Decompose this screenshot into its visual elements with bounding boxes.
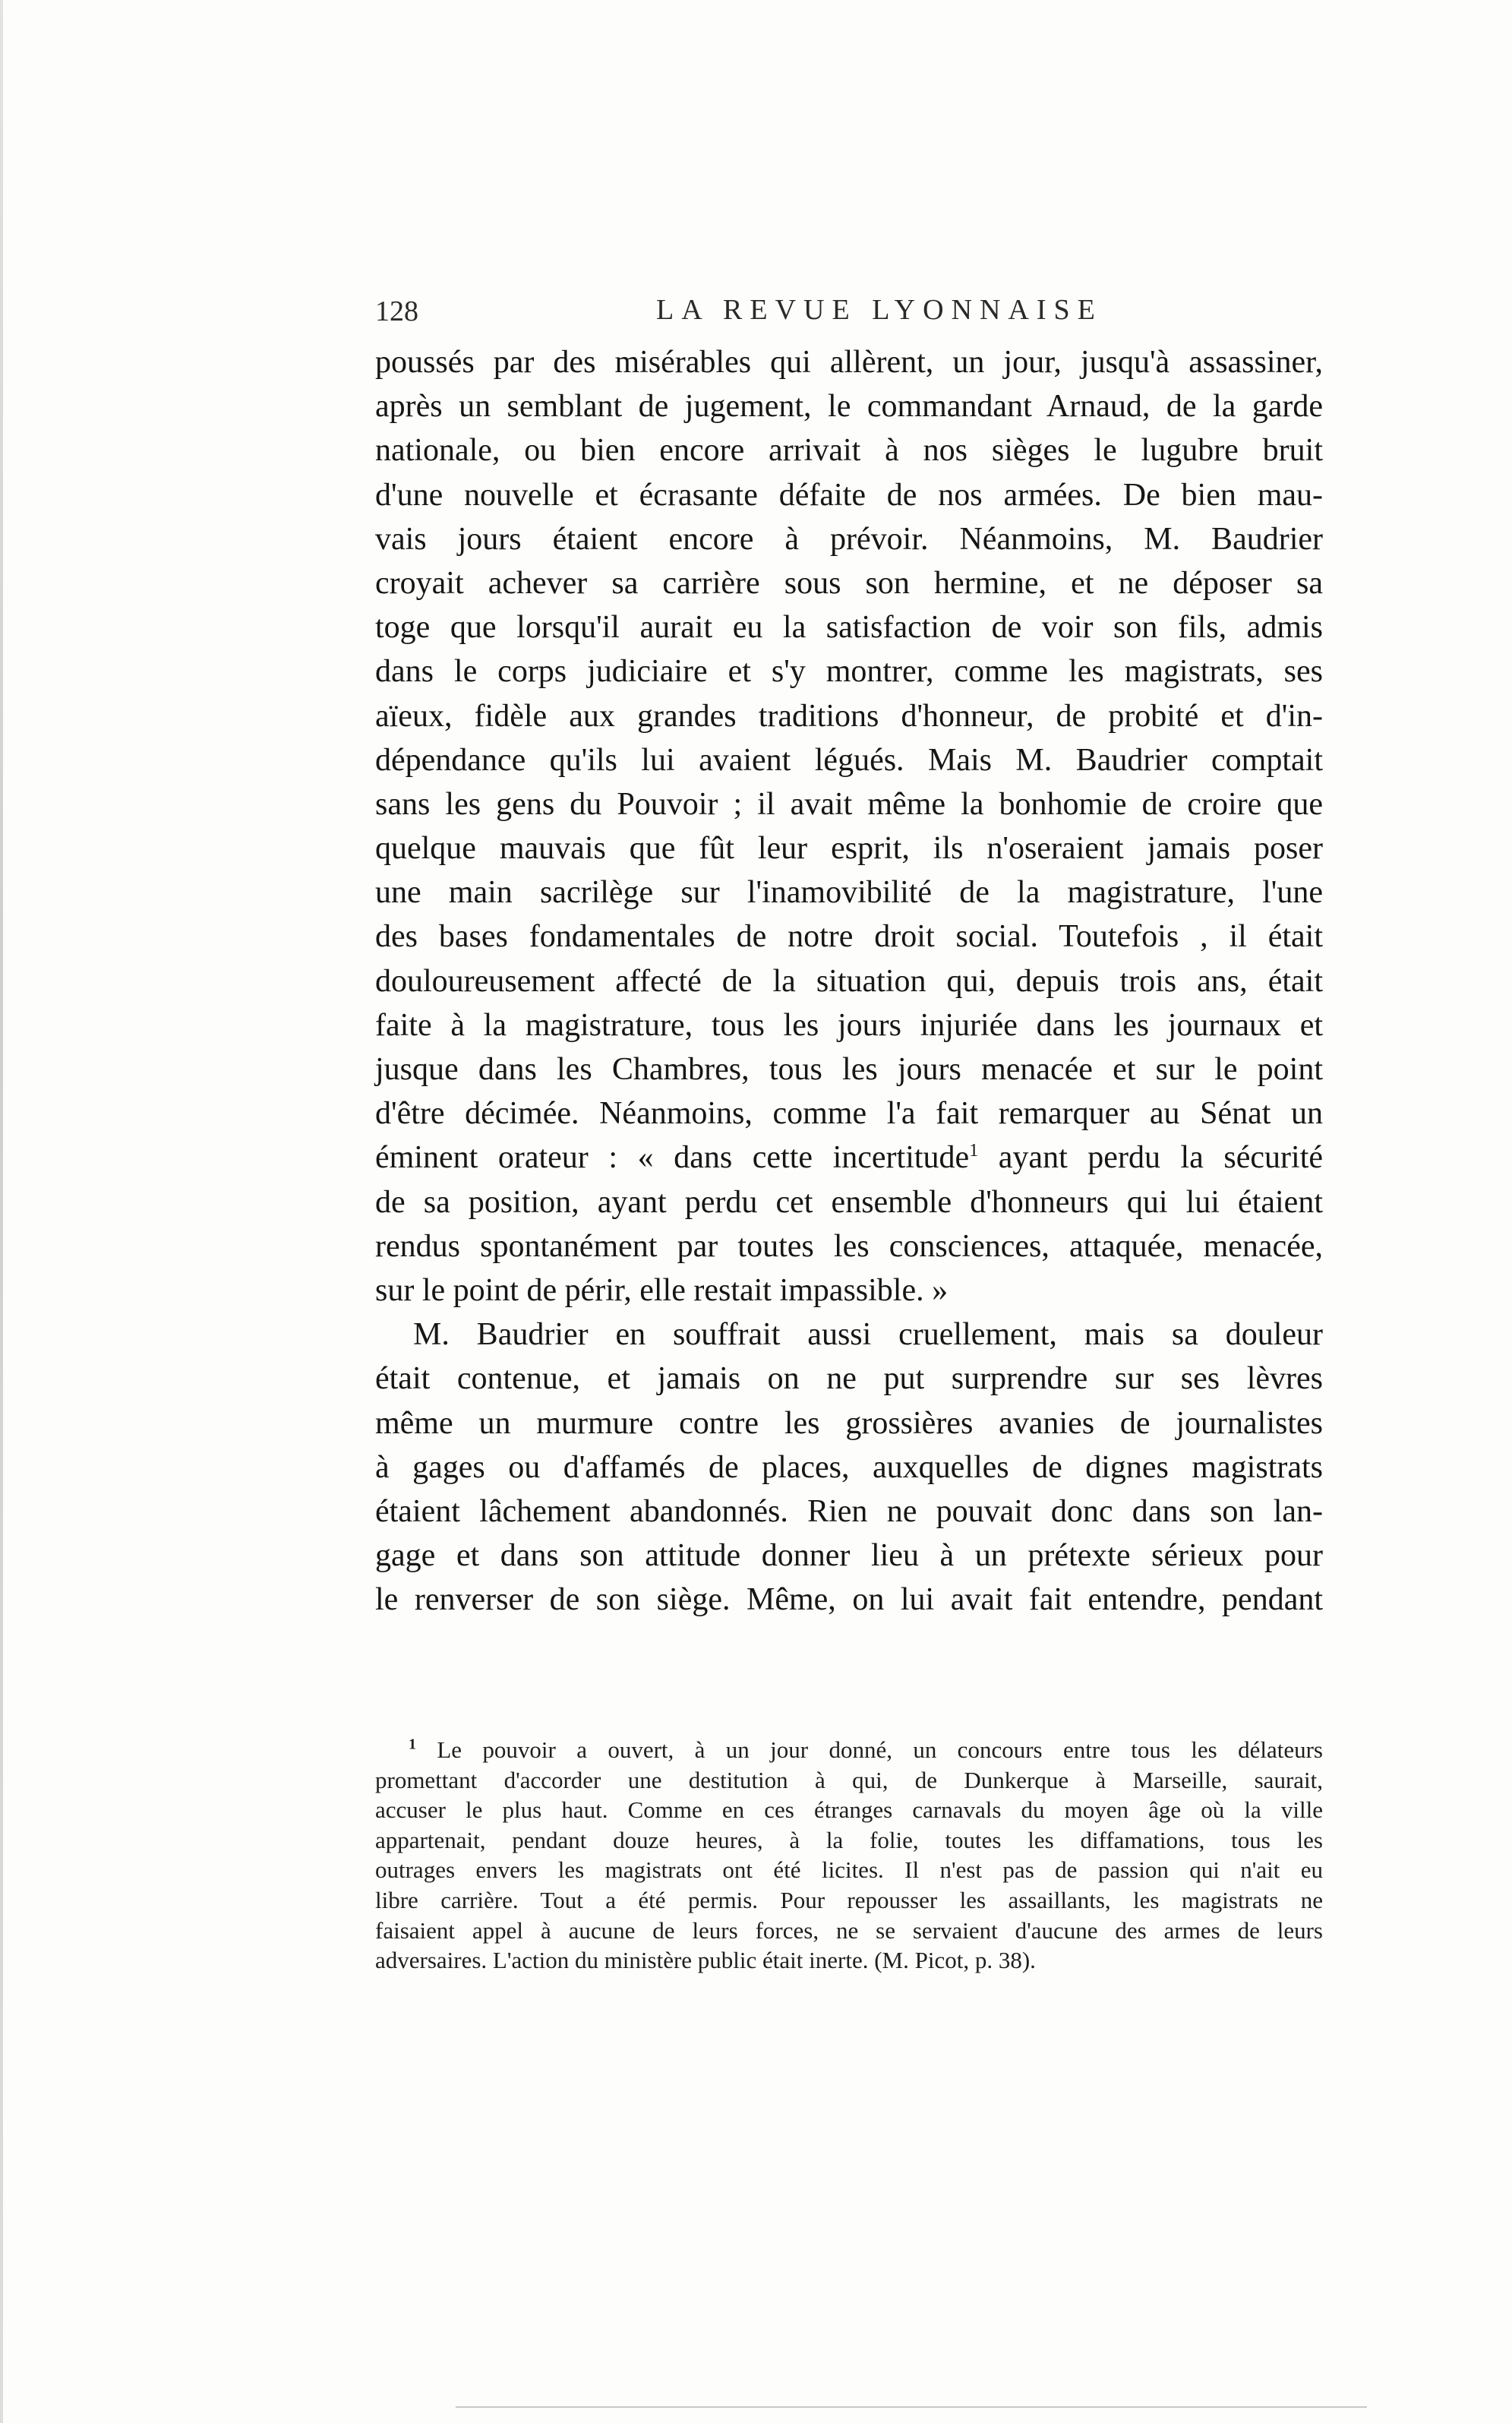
footnote-line: promettant d'accorder une destitution à qui, de Dunkerque à Marseille, saurait,: [375, 1766, 1323, 1793]
footnote-reference[interactable]: 1: [969, 1141, 979, 1161]
footnote-text: Le pouvoir a ouvert, à un jour donné, un concours entre tous les délateurs: [416, 1736, 1323, 1763]
text-segment: ayant perdu la sécurité: [978, 1140, 1323, 1176]
scan-bottom-edge: [456, 2406, 1367, 2408]
text-line: faite à la magistrature, tous les jours injuriée dans les journaux et: [375, 1007, 1323, 1043]
page-number: 128: [375, 295, 418, 327]
paragraph-first-line: M. Baudrier en souffrait aussi cruellement, mais sa douleur: [413, 1317, 1323, 1353]
footnote-line: faisaient appel à aucune de leurs forces, ne se servaient d'aucune des armes de leurs: [375, 1916, 1323, 1944]
text-line: aïeux, fidèle aux grandes traditions d'honneur, de probité et d'in-: [375, 698, 1323, 734]
text-line: après un semblant de jugement, le commandant Arnaud, de la garde: [375, 389, 1323, 425]
text-line: dans le corps judiciaire et s'y montrer, comme les magistrats, ses: [375, 654, 1323, 690]
text-line: était contenue, et jamais on ne put surprendre sur ses lèvres: [375, 1361, 1323, 1397]
text-line: d'une nouvelle et écrasante défaite de nos armées. De bien mau-: [375, 477, 1323, 513]
text-line: des bases fondamentales de notre droit social. Toutefois , il était: [375, 919, 1323, 955]
text-line: rendus spontanément par toutes les consciences, attaquée, menacée,: [375, 1228, 1323, 1264]
text-line: d'être décimée. Néanmoins, comme l'a fait remarquer au Sénat un: [375, 1096, 1323, 1132]
text-line: douloureusement affecté de la situation qui, depuis trois ans, était: [375, 963, 1323, 999]
text-line: gage et dans son attitude donner lieu à un prétexte sérieux pour: [375, 1538, 1323, 1574]
footnote-line: adversaires. L'action du ministère public était inerte. (M. Picot, p. 38).: [375, 1947, 1036, 1974]
footnote: [375, 1735, 1323, 1976]
text-line: croyait achever sa carrière sous son hermine, et ne déposer sa: [375, 565, 1323, 601]
page-edge-shadow: [0, 0, 3, 2423]
text-line: à gages ou d'affamés de places, auxquelles de dignes magistrats: [375, 1449, 1323, 1485]
text-line: quelque mauvais que fût leur esprit, ils n'oseraient jamais poser: [375, 831, 1323, 867]
page-header: [375, 287, 1324, 333]
text-line: sans les gens du Pouvoir ; il avait même la bonhomie de croire que: [375, 786, 1323, 822]
text-line: sur le point de périr, elle restait impassible. »: [375, 1272, 949, 1308]
footnote-line: outrages envers les magistrats ont été licites. Il n'est pas de passion qui n'ait eu: [375, 1856, 1323, 1884]
text-line: jusque dans les Chambres, tous les jours menacée et sur le point: [375, 1052, 1323, 1087]
running-title: LA REVUE LYONNAISE: [656, 294, 1103, 326]
footnote-line: accuser le plus haut. Comme en ces étranges carnavals du moyen âge où la ville: [375, 1796, 1323, 1824]
text-line: même un murmure contre les grossières avanies de journalistes: [375, 1405, 1323, 1441]
text-segment: éminent orateur : « dans cette incertitude: [375, 1140, 970, 1176]
text-line: dépendance qu'ils lui avaient légués. Mais M. Baudrier comptait: [375, 742, 1323, 778]
text-line: de sa position, ayant perdu cet ensemble d'honneurs qui lui étaient: [375, 1184, 1323, 1220]
text-line: nationale, ou bien encore arrivait à nos sièges le lugubre bruit: [375, 433, 1323, 469]
text-line: étaient lâchement abandonnés. Rien ne pouvait donc dans son lan-: [375, 1493, 1323, 1529]
text-line: poussés par des misérables qui allèrent, un jour, jusqu'à assassiner,: [375, 345, 1323, 380]
text-line: une main sacrilège sur l'inamovibilité de la magistrature, l'une: [375, 875, 1323, 911]
footnote-line: [375, 1735, 1323, 1765]
text-line: toge que lorsqu'il aurait eu la satisfaction de voir son fils, admis: [375, 610, 1323, 646]
text-line: le renverser de son siège. Même, on lui avait fait entendre, pendant: [375, 1582, 1323, 1618]
text-line: vais jours étaient encore à prévoir. Néanmoins, M. Baudrier: [375, 521, 1323, 557]
footnote-line: libre carrière. Tout a été permis. Pour repousser les assaillants, les magistrats ne: [375, 1886, 1323, 1913]
footnote-marker: 1: [409, 1736, 416, 1753]
text-line-with-footnote-ref: [375, 1136, 1323, 1180]
body-text: [375, 340, 1323, 1622]
footnote-line: appartenait, pendant douze heures, à la folie, toutes les diffamations, tous les: [375, 1826, 1323, 1853]
